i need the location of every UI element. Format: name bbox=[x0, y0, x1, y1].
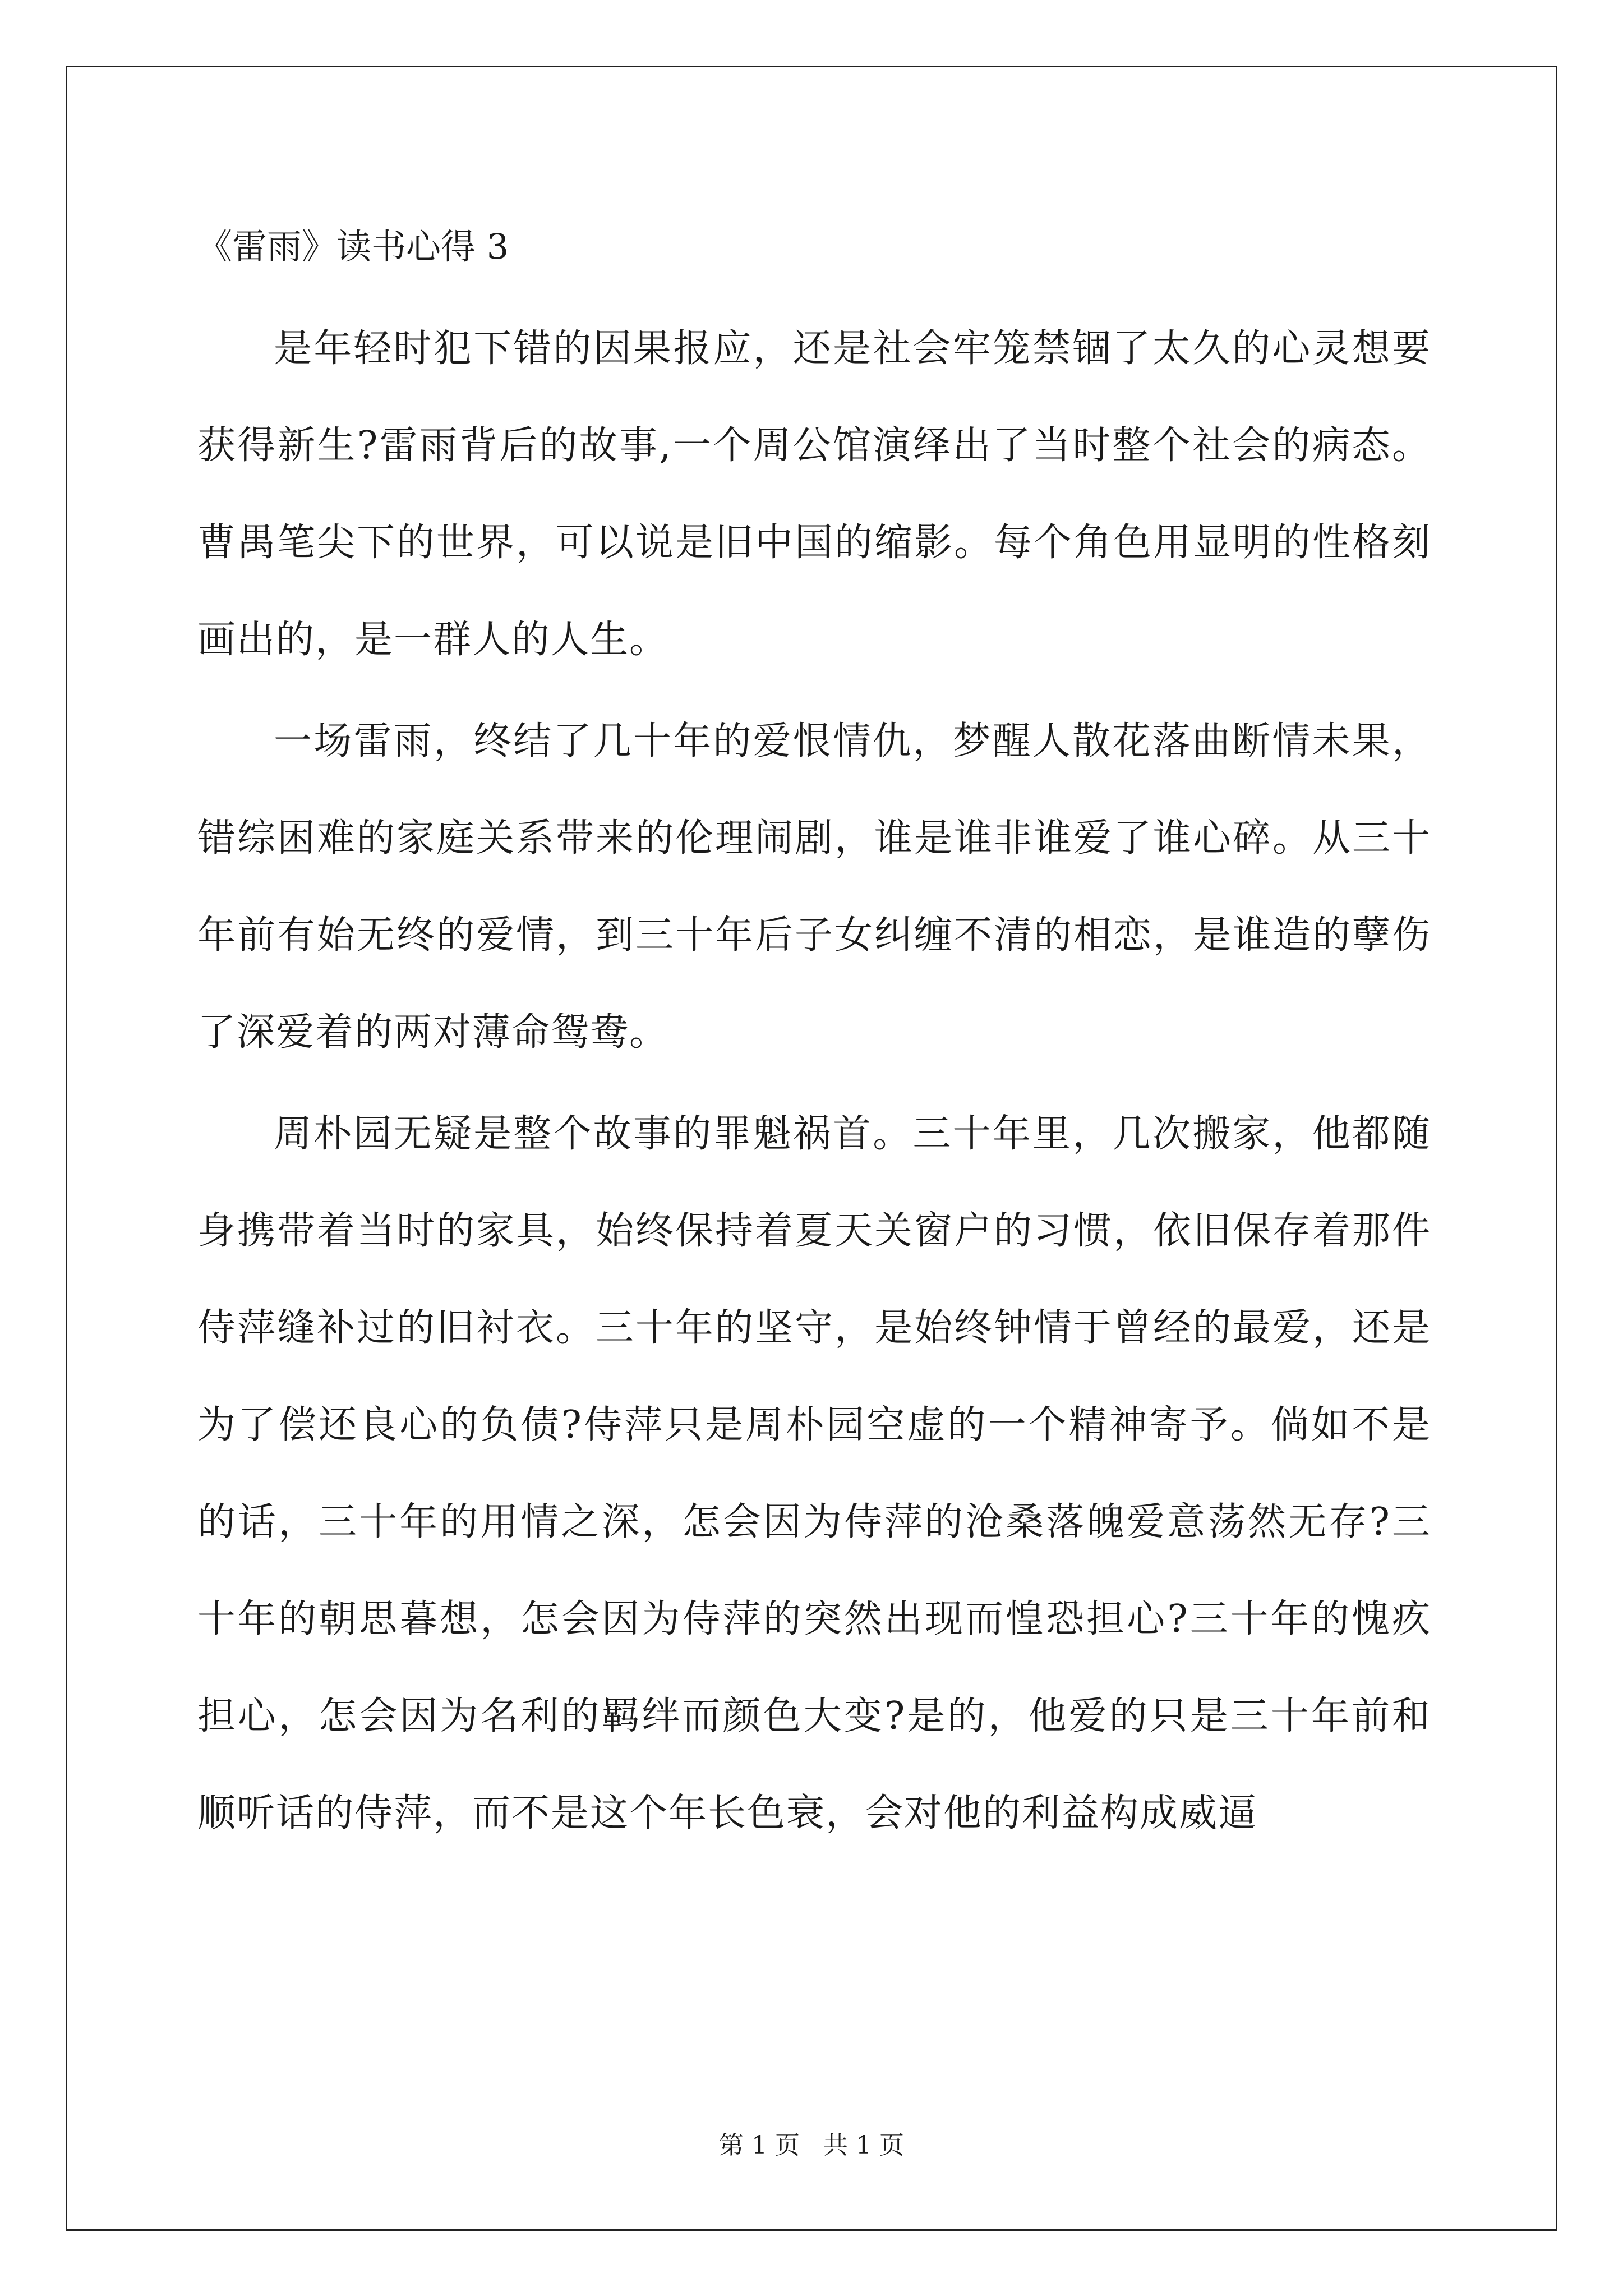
paragraph: 一场雷雨，终结了几十年的爱恨情仇，梦醒人散花落曲断情未果，错综困难的家庭关系带来的伦理闹剧，谁是谁非谁爱了谁心碎。从三十年前有始无终的爱情，到三十年后子女纠缠不清的相恋，是谁造的孽伤了深爱着的两对薄命鸳鸯。 bbox=[197, 719, 1431, 1055]
document-body bbox=[197, 300, 1431, 1866]
page-number-footer: 第 1 页 共 1 页 bbox=[719, 2131, 904, 2160]
document-title: 《雷雨》读书心得 3 bbox=[197, 226, 509, 267]
paragraph: 周朴园无疑是整个故事的罪魁祸首。三十年里，几次搬家，他都随身携带着当时的家具，始终保持着夏天关窗户的习惯，依旧保存着那件侍萍缝补过的旧衬衣。三十年的坚守，是始终钟情于曾经的最爱，还是为了偿还良心的负债?侍萍只是周朴园空虚的一个精神寄予。倘如不是的话，三十年的用情之深，怎会因为侍萍的沧桑落魄爱意荡然无存?三十年的朝思暮想，怎会因为侍萍的突然出现而惶恐担心?三十年的愧疚担心，怎会因为名利的羁绊而颜色大变?是的，他爱的只是三十年前和顺听话的侍萍，而不是这个年长色衰，会对他的利益构成威逼 bbox=[197, 1112, 1431, 1835]
paragraph: 是年轻时犯下错的因果报应，还是社会牢笼禁锢了太久的心灵想要获得新生?雷雨背后的故事,一个周公馆演绎出了当时整个社会的病态。曹禺笔尖下的世界，可以说是旧中国的缩影。每个角色用显明的性格刻画出的，是一群人的人生。 bbox=[197, 326, 1431, 662]
